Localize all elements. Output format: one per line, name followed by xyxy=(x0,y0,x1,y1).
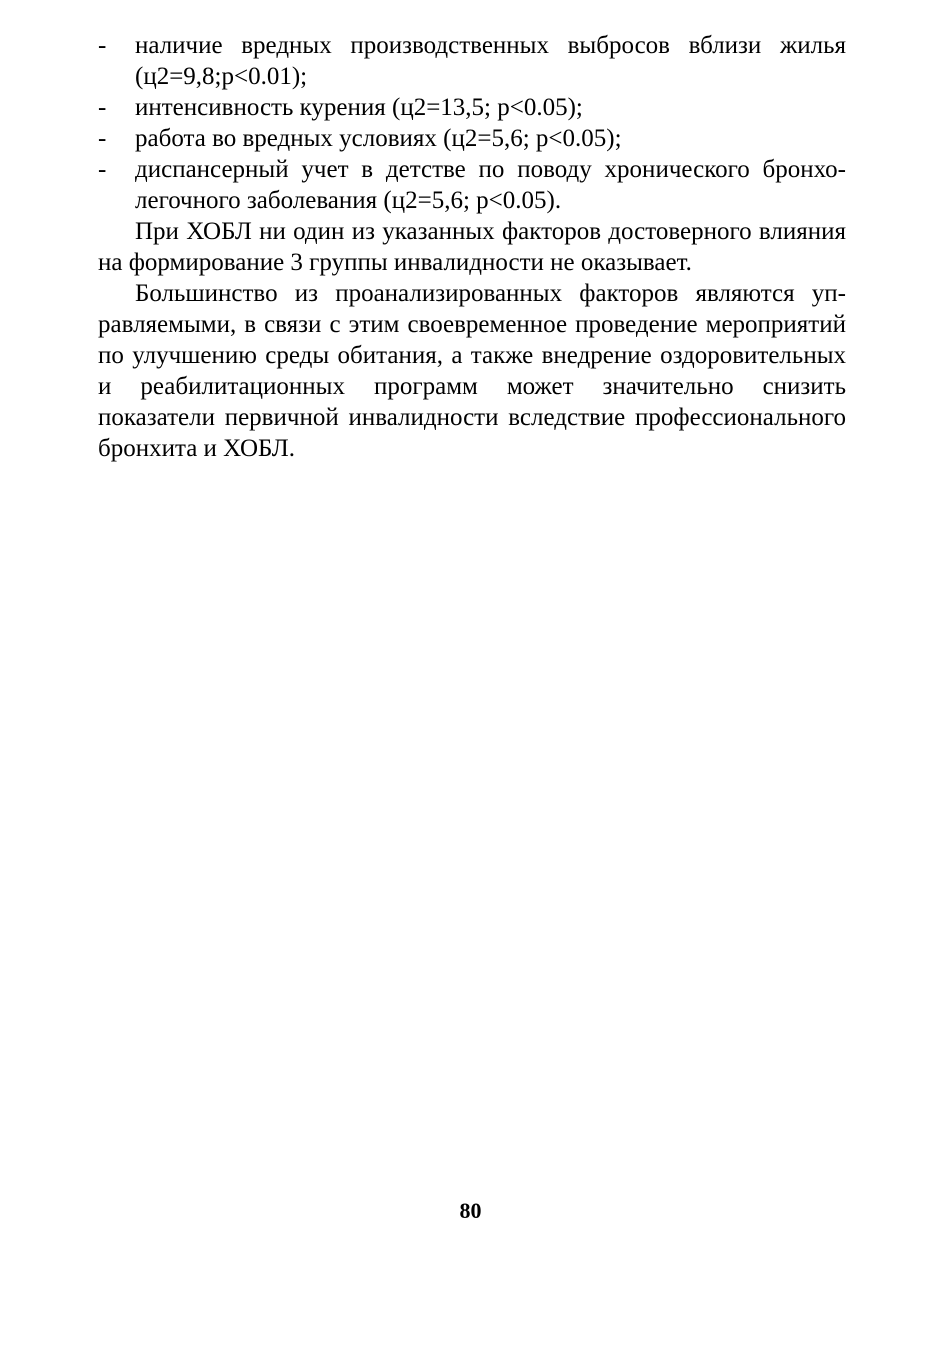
bullet-dash: - xyxy=(98,125,107,152)
list-item xyxy=(98,30,846,92)
list-item-text: работа во вредных условиях (ц2=5,6; p<0.05); xyxy=(135,125,622,152)
risk-factor-list xyxy=(98,30,846,216)
bullet-dash: - xyxy=(98,94,107,121)
list-item-text: наличие вредных производственных выбросов вблизи жилья (ц2=9,8;p<0.01); xyxy=(135,32,846,90)
list-item xyxy=(98,154,846,216)
bullet-dash: - xyxy=(98,156,107,183)
list-item-text: диспансерный учет в детстве по поводу хронического бронхолегочного заболевания (ц2=5,6; p<0.05). xyxy=(135,156,846,214)
list-item-text: интенсивность курения (ц2=13,5; p<0.05); xyxy=(135,94,583,121)
paragraph-copd-note: При ХОБЛ ни один из указанных факторов достоверного влияния на формирование 3 группы инвалидности не оказывает. xyxy=(98,218,846,276)
bullet-dash: - xyxy=(98,32,107,59)
list-item xyxy=(98,92,846,123)
page-number: 80 xyxy=(459,1198,482,1223)
page-body xyxy=(98,30,846,464)
list-item xyxy=(98,123,846,154)
paragraph-conclusion: Большинство из проанализированных факторов являются управляемыми, в связи с этим своевременное проведение мероприятий по улучшению среды обитания, а также внедрение оздоровительных и реабилитационных программ может значительно снизить показатели первичной инвалидности вследствие профессионального бронхита и ХОБЛ. xyxy=(98,280,846,462)
